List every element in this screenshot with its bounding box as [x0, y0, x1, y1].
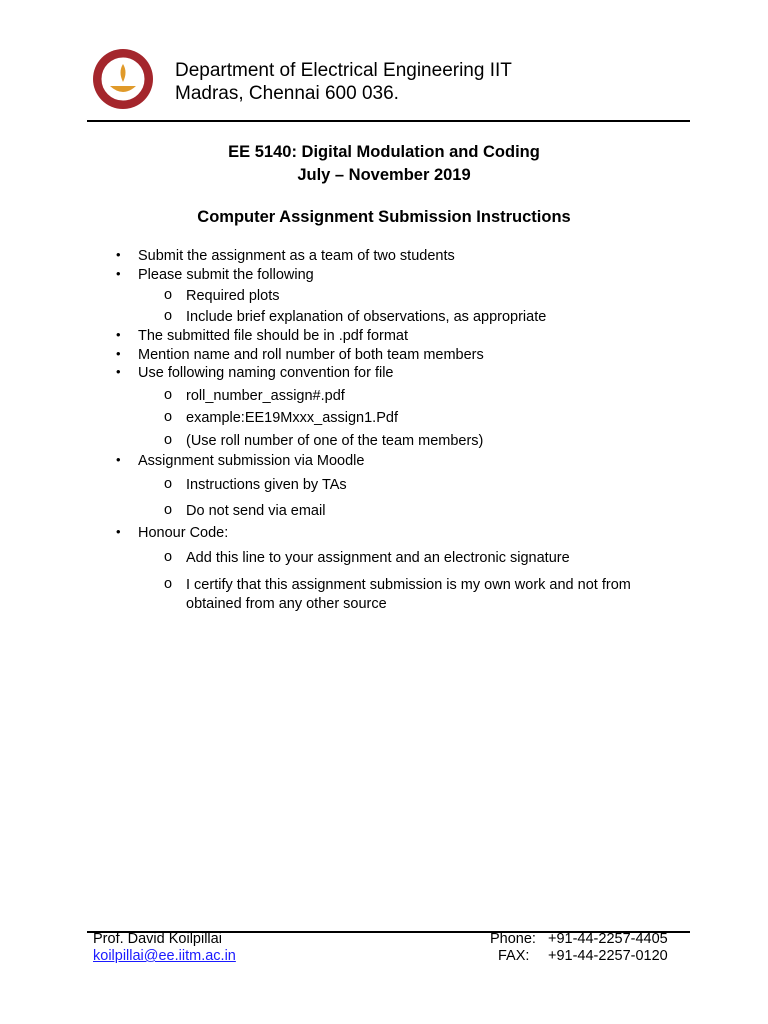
list-item: The submitted file should be in .pdf format — [138, 328, 409, 344]
document-heading: Computer Assignment Submission Instructions — [197, 208, 571, 226]
list-item: Submit the assignment as a team of two students — [138, 248, 455, 264]
footer-phone-fax — [490, 931, 668, 965]
sub-list-item: (Use roll number of one of the team members) — [186, 433, 484, 449]
sub-bullet-marker: o — [164, 432, 173, 448]
bullet-marker: • — [116, 327, 121, 342]
email-link[interactable]: koilpillai@ee.iitm.ac.in — [93, 948, 236, 964]
bullet-marker: • — [116, 524, 121, 539]
sub-list-item: I certify that this assignment submission is my own work and not from — [186, 577, 631, 593]
sub-list-item: example:EE19Mxxx_assign1.Pdf — [186, 410, 398, 426]
bullet-marker: • — [116, 266, 121, 281]
bullet-marker: • — [116, 247, 121, 262]
phone-number: +91-44-2257-4405 — [548, 931, 668, 947]
sub-list-item: Do not send via email — [186, 503, 326, 519]
sub-bullet-marker: o — [164, 576, 173, 592]
sub-bullet-marker: o — [164, 308, 173, 324]
phone-label: Phone: — [490, 931, 536, 947]
bullet-marker: • — [116, 346, 121, 361]
sub-bullet-marker: o — [164, 549, 173, 565]
list-item: Use following naming convention for file — [138, 365, 394, 381]
sub-bullet-marker: o — [164, 502, 173, 518]
department-line-1: Department of Electrical Engineering IIT — [175, 60, 512, 81]
bullet-marker: • — [116, 452, 121, 467]
iit-madras-logo — [92, 48, 154, 110]
fax-number: +91-44-2257-0120 — [548, 948, 668, 964]
list-item: Assignment submission via Moodle — [138, 453, 365, 469]
sub-bullet-marker: o — [164, 409, 173, 425]
sub-list-item: roll_number_assign#.pdf — [186, 388, 345, 404]
sub-list-item-continued: obtained from any other source — [186, 596, 387, 612]
bullet-marker: • — [116, 364, 121, 379]
department-line-2: Madras, Chennai 600 036. — [175, 83, 399, 104]
list-item: Honour Code: — [138, 525, 229, 541]
department-address — [175, 59, 595, 105]
sub-list-item: Include brief explanation of observations, as appropriate — [186, 309, 547, 325]
sub-list-item: Required plots — [186, 288, 280, 304]
list-item: Mention name and roll number of both team members — [138, 347, 484, 363]
professor-name: Prof. David Koilpillai — [93, 931, 222, 947]
sub-list-item: Add this line to your assignment and an electronic signature — [186, 550, 570, 566]
term-dates: July – November 2019 — [297, 166, 471, 184]
sub-bullet-marker: o — [164, 476, 173, 492]
sub-list-item: Instructions given by TAs — [186, 477, 347, 493]
fax-label: FAX: — [498, 948, 530, 964]
sub-bullet-marker: o — [164, 287, 173, 303]
header-divider — [87, 120, 690, 122]
course-title: EE 5140: Digital Modulation and Coding — [228, 143, 540, 161]
sub-bullet-marker: o — [164, 387, 173, 403]
list-item: Please submit the following — [138, 267, 314, 283]
footer-contact — [93, 931, 236, 965]
